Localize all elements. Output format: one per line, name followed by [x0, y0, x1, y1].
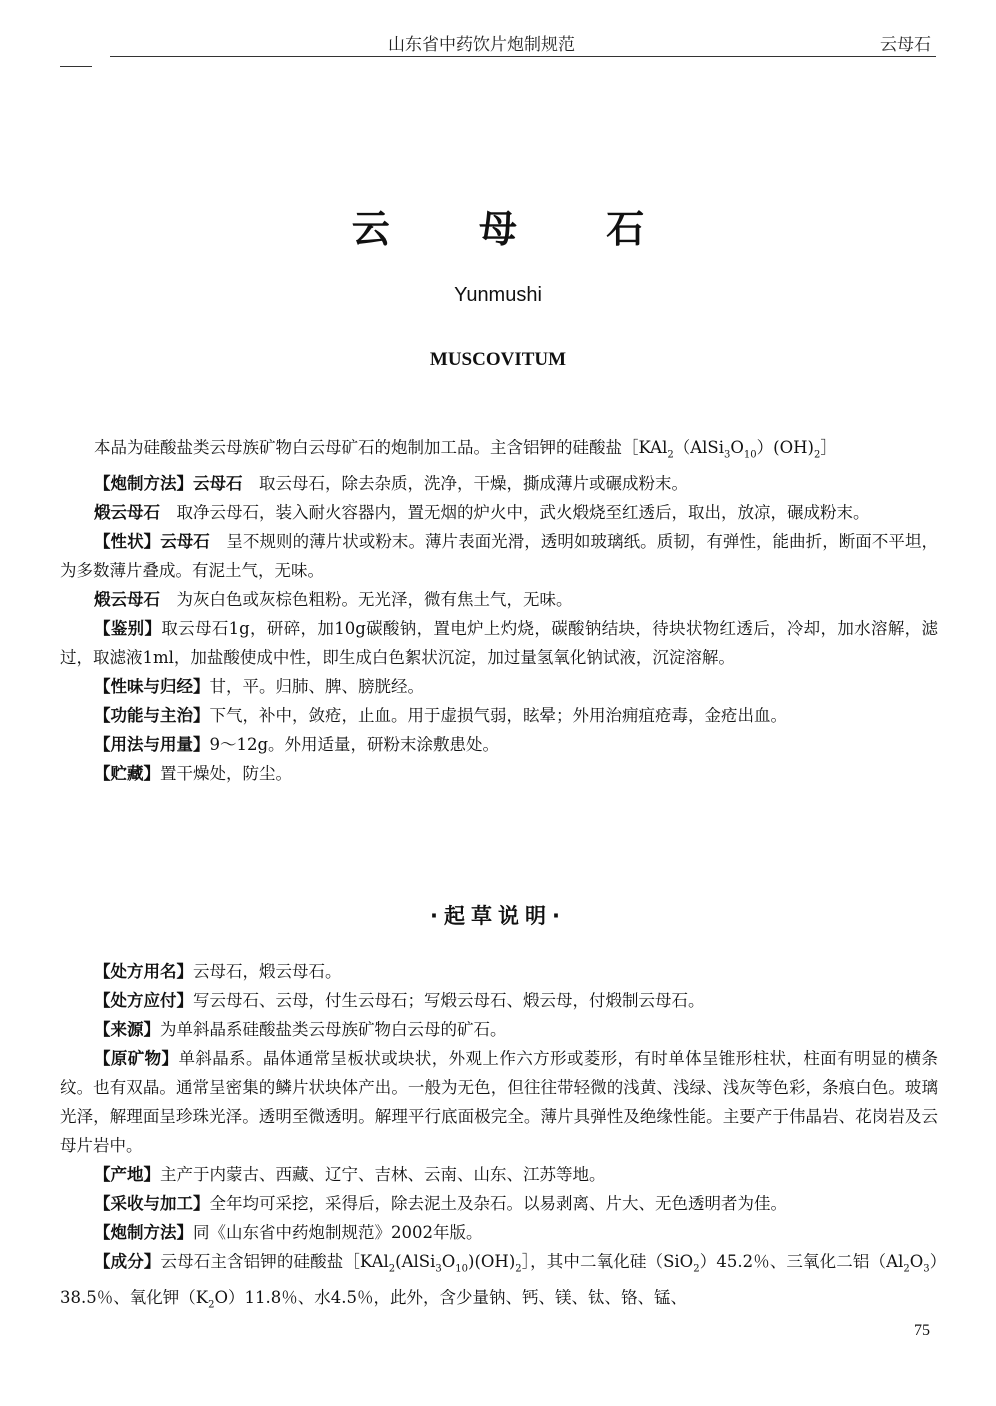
running-header-title: 山东省中药饮片炮制规范	[388, 35, 575, 55]
usage-paragraph: 【用法与用量】9～12g。外用适量，研粉末涂敷患处。	[94, 735, 500, 755]
storage-paragraph: 【贮藏】置干燥处，防尘。	[94, 764, 292, 784]
section-label: 【炮制方法】云母石	[94, 474, 243, 494]
function-paragraph: 【功能与主治】下气，补中，敛疮，止血。用于虚损气弱，眩晕；外用治痈疽疮毒，金疮出血。	[94, 706, 787, 726]
calcined-prep-paragraph: 煅云母石 取净云母石，装入耐火容器内，置无烟的炉火中，武火煅烧至红透后，取出，放凉，碾成粉末。	[94, 503, 870, 523]
notes-heading: ·起草说明·	[430, 904, 566, 928]
entry-title: 云 母 石	[351, 207, 683, 251]
notes-source-paragraph: 【来源】为单斜晶系硅酸盐类云母族矿物白云母的矿石。	[94, 1020, 507, 1039]
notes-composition-paragraph: 【成分】云母石主含铝钾的硅酸盐$[KAl_2(AlSi_3O_{10})(OH)_2]$，其中二氧化硅（SiO$_2$）45.2％、三氧化二铝$(Al_2O_3)38.5$％、氧化钾$(K_2O)11.8$％、水4.5％，此外，含少量钠、钙、镁、钛、铬、锰、	[60, 1252, 939, 1311]
notes-body	[60, 957, 938, 1320]
notes-mineral-paragraph: 【原矿物】单斜晶系。晶体通常呈板状或块状，外观上作六方形或菱形，有时单体呈锥形柱状，柱面有明显的横条纹。也有双晶。通常呈密集的鳞片状块体产出。一般为无色，但往往带轻微的浅黄、浅绿、浅灰等色彩，条痕白色。玻璃光泽，解理面呈珍珠光泽。透明至微透明。解理平行底面极完全。薄片具弹性及绝缘性能。主要产于伟晶岩、花岗岩及云母片岩中。	[60, 1049, 939, 1155]
nature-paragraph: 【性味与归经】甘，平。归肺、脾、膀胱经。	[94, 677, 424, 697]
notes-origin-paragraph: 【产地】主产于内蒙古、西藏、辽宁、吉林、云南、山东、江苏等地。	[94, 1165, 606, 1184]
latin-name: MUSCOVITUM	[429, 349, 567, 370]
identification-paragraph: 【鉴别】取云母石1g，研碎，加10g碳酸钠，置电炉上灼烧，碳酸钠结块，待块状物红透后，冷却，加水溶解，滤过，取滤液1ml，加盐酸使成中性，即生成白色絮状沉淀，加过量氢氧化钠试液，沉淀溶解。	[60, 619, 938, 668]
notes-harvest-paragraph: 【采收与加工】全年均可采挖，采得后，除去泥土及杂石。以易剥离、片大、无色透明者为佳。	[94, 1194, 787, 1213]
section-label: 煅云母石	[94, 503, 160, 523]
section-label: 【成分】	[94, 1252, 161, 1271]
section-label: 【来源】	[94, 1020, 160, 1039]
notes-name-paragraph: 【处方用名】云母石，煅云母石。	[94, 962, 342, 981]
section-label: 【处方用名】	[94, 962, 193, 981]
section-label: 【产地】	[94, 1165, 160, 1184]
section-label: 【贮藏】	[94, 764, 160, 784]
intro-paragraph: 本品为硅酸盐类云母族矿物白云母矿石的炮制加工品。主含铝钾的硅酸盐$[KAl_2(AlSi_3O_{10})(OH)_2]$	[94, 438, 837, 461]
section-label: 【采收与加工】	[94, 1194, 210, 1213]
header-dash	[60, 66, 92, 67]
pinyin-name: Yunmushi	[454, 284, 542, 306]
notes-dispense-paragraph: 【处方应付】写云母石、云母，付生云母石；写煅云母石、煅云母，付煅制云母石。	[94, 991, 705, 1010]
section-label: 【性味与归经】	[94, 677, 210, 697]
section-label: 【用法与用量】	[94, 735, 210, 755]
running-header-entry: 云母石	[880, 35, 931, 55]
page-number: 75	[914, 1322, 930, 1339]
character-paragraph: 【性状】云母石 呈不规则的薄片状或粉末。薄片表面光滑，透明如玻璃纸。质韧，有弹性，能曲折，断面不平坦，为多数薄片叠成。有泥土气，无味。	[60, 532, 939, 581]
section-label: 【鉴别】	[94, 619, 162, 639]
section-label: 【原矿物】	[94, 1049, 179, 1068]
section-label: 煅云母石	[94, 590, 160, 610]
calcined-character-paragraph: 煅云母石 为灰白色或灰棕色粗粉。无光泽，微有焦土气，无味。	[94, 590, 573, 610]
section-label: 【处方应付】	[94, 991, 193, 1010]
section-label: 【功能与主治】	[94, 706, 210, 726]
section-label: 【炮制方法】	[94, 1223, 193, 1242]
notes-method-paragraph: 【炮制方法】同《山东省中药炮制规范》2002年版。	[94, 1223, 483, 1242]
prep-paragraph: 【炮制方法】云母石 取云母石，除去杂质，洗净，干燥，撕成薄片或碾成粉末。	[94, 474, 688, 494]
header-rule	[110, 56, 936, 57]
monograph-body	[60, 433, 938, 788]
section-label: 【性状】云母石	[94, 532, 210, 552]
